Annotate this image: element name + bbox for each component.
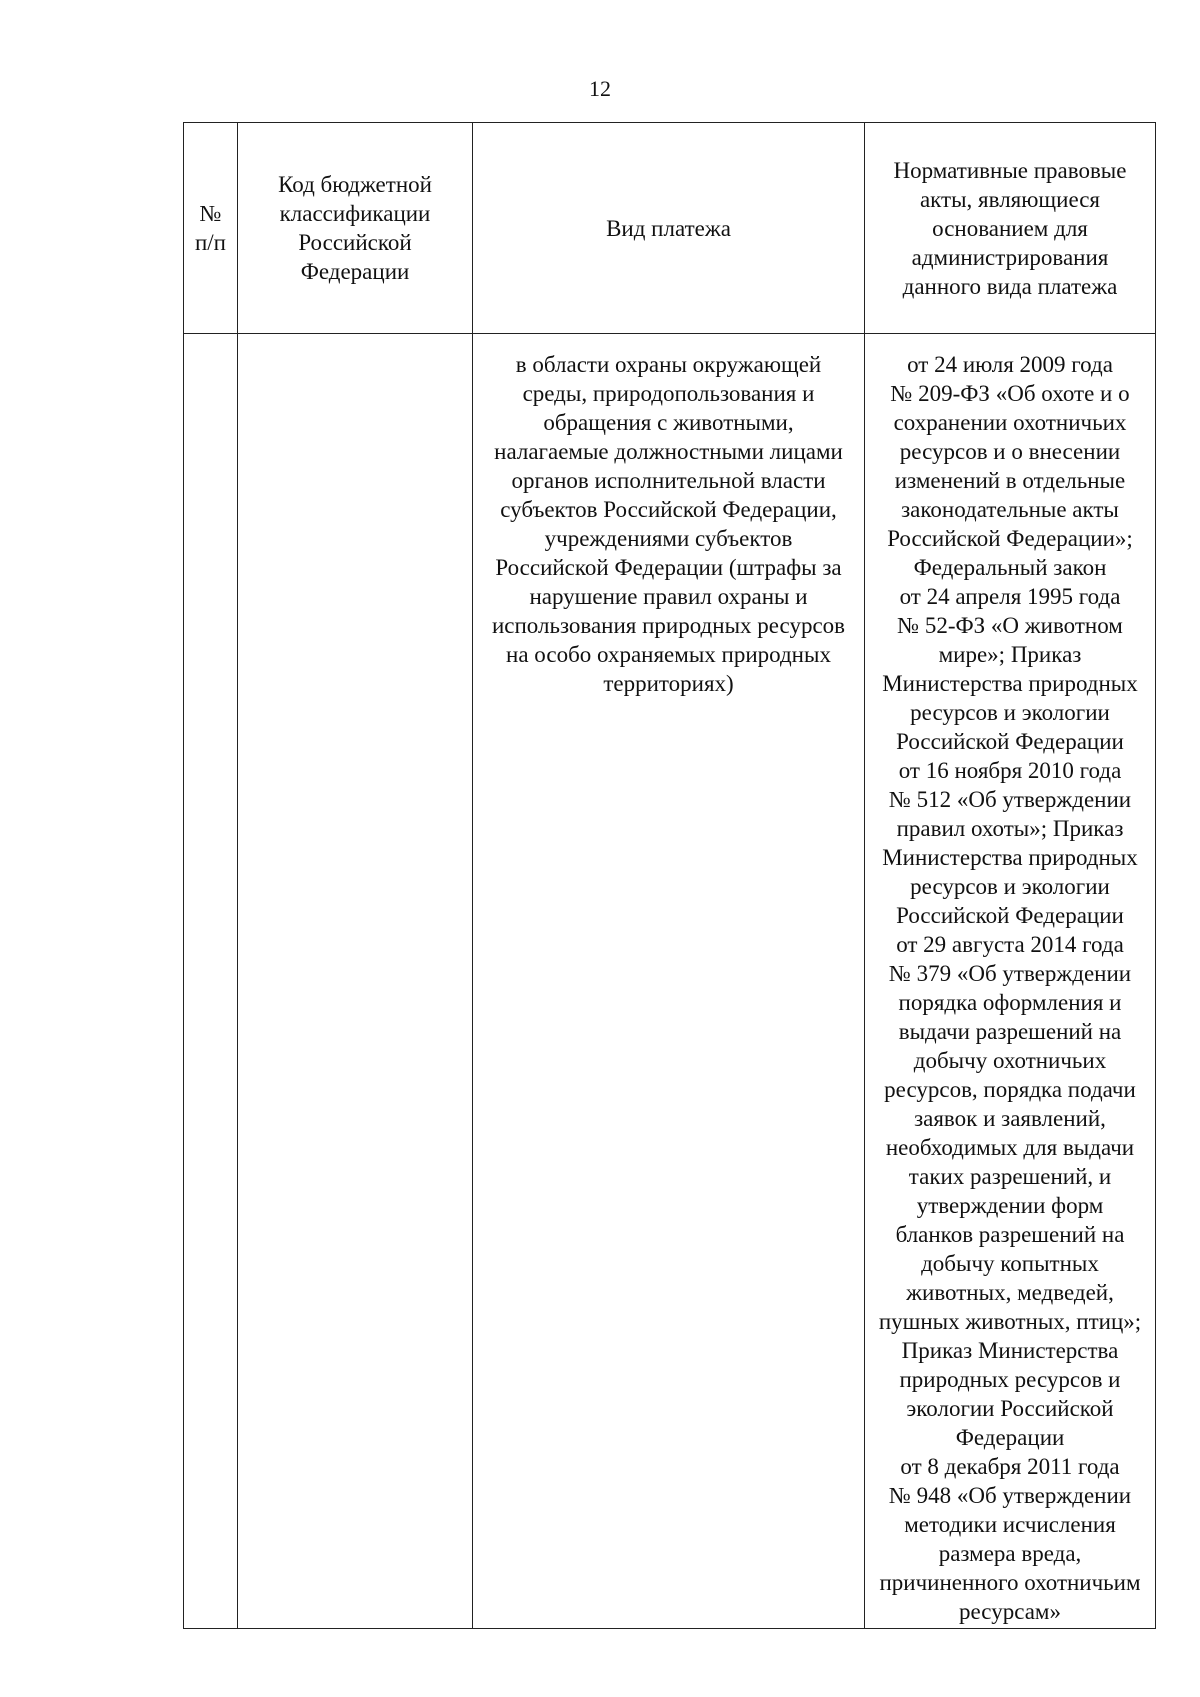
table-header-row (184, 123, 1156, 334)
header-number: № п/п (184, 123, 238, 334)
header-budget-code: Код бюджетной классификации Российской Федерации (238, 123, 473, 334)
page-number: 12 (589, 76, 611, 101)
cell-payment-type: в области охраны окружающей среды, природопользования и обращения с животными, налагаемые должностными лицами органов исполнительной власти субъектов Российской Федерации, учреждениями субъектов Российской Федерации (штрафы за нарушение правил охраны и использования природных ресурсов на особо охраняемых природных территориях) (473, 334, 865, 1629)
payments-table (183, 122, 1156, 1629)
cell-budget-code (238, 334, 473, 1629)
cell-legal-acts: от 24 июля 2009 года № 209-ФЗ «Об охоте и о сохранении охотничьих ресурсов и о внесении изменений в отдельные законодательные акты Российской Федерации»; Федеральный закон от 24 апреля 1995 года № 52-ФЗ «О животном мире»; Приказ Министерства природных ресурсов и экологии Российской Федерации от 16 ноября 2010 года № 512 «Об утверждении правил охоты»; Приказ Министерства природных ресурсов и экологии Российской Федерации от 29 августа 2014 года № 379 «Об утверждении порядка оформления и выдачи разрешений на добычу охотничьих ресурсов, порядка подачи заявок и заявлений, необходимых для выдачи таких разрешений, и утверждении форм бланков разрешений на добычу копытных животных, медведей, пушных животных, птиц»; Приказ Министерства природных ресурсов и экологии Российской Федерации от 8 декабря 2011 года № 948 «Об утверждении методики исчисления размера вреда, причиненного охотничьим ресурсам» (865, 334, 1156, 1629)
table-row (184, 334, 1156, 1629)
header-legal-acts: Нормативные правовые акты, являющиеся основанием для администрирования данного вида платежа (865, 123, 1156, 334)
cell-number (184, 334, 238, 1629)
header-payment-type: Вид платежа (473, 123, 865, 334)
